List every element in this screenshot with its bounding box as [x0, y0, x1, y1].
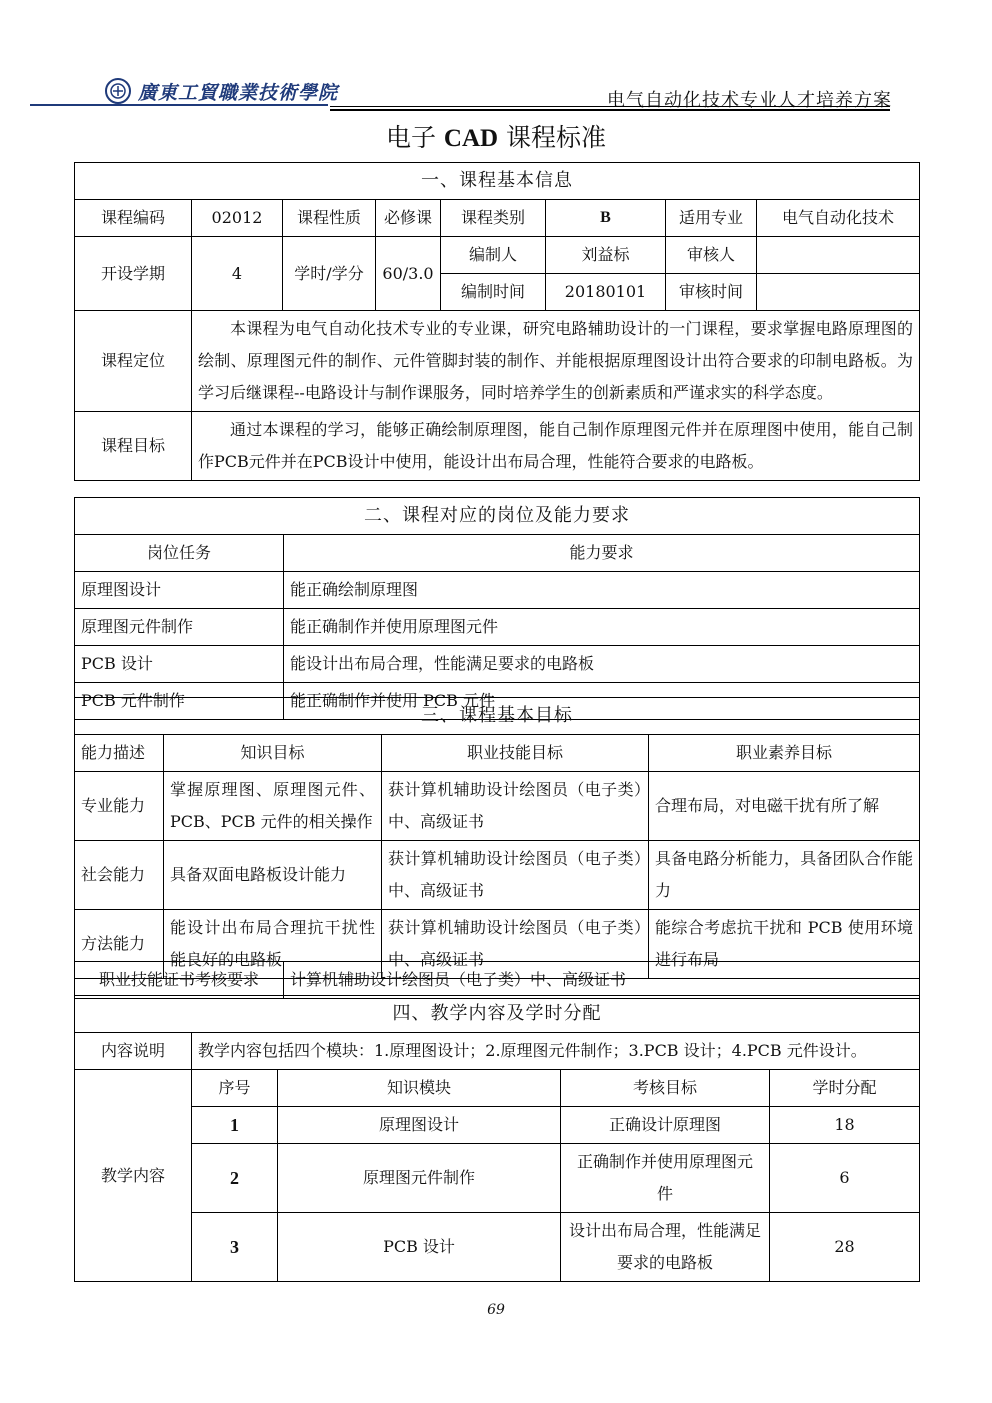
school-logo	[104, 74, 338, 108]
requirement-cell: 能正确制作并使用原理图元件	[284, 609, 920, 646]
hours-cell: 18	[770, 1107, 920, 1144]
code-label: 课程编码	[75, 200, 192, 237]
ability-cell: 方法能力	[75, 910, 164, 979]
knowledge-cell: 能设计出布局合理抗干扰性能良好的电路板	[164, 910, 382, 979]
cert-text: 计算机辅助设计绘图员（电子类）中、高级证书	[284, 962, 920, 999]
category-value: B	[546, 200, 666, 237]
task-cell: PCB 设计	[75, 646, 284, 683]
cert-label: 职业技能证书考核要求	[75, 962, 284, 999]
desc-label: 内容说明	[75, 1033, 192, 1070]
review-date-label: 审核时间	[666, 274, 757, 311]
ability-cell: 社会能力	[75, 841, 164, 910]
title-prefix: 电子	[385, 123, 436, 152]
content-label: 教学内容	[75, 1070, 192, 1282]
quality-cell: 具备电路分析能力，具备团队合作能力	[649, 841, 920, 910]
basic-info-table	[74, 162, 920, 481]
term-value: 4	[192, 237, 283, 311]
module-cell: 原理图元件制作	[278, 1144, 561, 1213]
reviewer-value	[757, 237, 920, 274]
requirement-cell: 能正确制作并使用 PCB 元件	[284, 683, 920, 720]
document-title	[0, 118, 992, 154]
col-task: 岗位任务	[75, 535, 284, 572]
header-title: 电气自动化技术专业人才培养方案	[607, 90, 892, 111]
hours-cell: 6	[770, 1144, 920, 1213]
ability-cell: 专业能力	[75, 772, 164, 841]
target-cell: 正确制作并使用原理图元件	[561, 1144, 770, 1213]
quality-cell: 能综合考虑抗干扰和 PCB 使用环境进行布局	[649, 910, 920, 979]
col-hours: 学时分配	[770, 1070, 920, 1107]
reviewer-label: 审核人	[666, 237, 757, 274]
row-no: 3	[192, 1213, 278, 1282]
date-label: 编制时间	[441, 274, 546, 311]
row-no: 1	[192, 1107, 278, 1144]
module-cell: PCB 设计	[278, 1213, 561, 1282]
goal-text: 通过本课程的学习，能够正确绘制原理图，能自己制作原理图元件并在原理图中使用，能自己制作PCB元件并在PCB设计中使用，能设计出布局合理，性能符合要求的电路板。	[192, 412, 920, 481]
position-text: 本课程为电气自动化技术专业的专业课，研究电路辅助设计的一门课程，要求掌握电路原理图的绘制、原理图元件的制作、元件管脚封装的制作、并能根据原理图设计出符合要求的印制电路板。为学习后继课程--电路设计与制作课服务，同时培养学生的创新素质和严谨求实的科学态度。	[192, 311, 920, 412]
row-no: 2	[192, 1144, 278, 1213]
col-no: 序号	[192, 1070, 278, 1107]
section1-heading: 一、课程基本信息	[75, 163, 920, 200]
skill-cell: 获计算机辅助设计绘图员（电子类）中、高级证书	[382, 910, 649, 979]
skill-cell: 获计算机辅助设计绘图员（电子类）中、高级证书	[382, 772, 649, 841]
certificate-table	[74, 961, 920, 999]
title-suffix: 课程标准	[506, 123, 607, 152]
col-module: 知识模块	[278, 1070, 561, 1107]
task-cell: PCB 元件制作	[75, 683, 284, 720]
review-date-value	[757, 274, 920, 311]
logo-text: 廣東工貿職業技術學院	[138, 81, 339, 104]
major-label: 适用专业	[666, 200, 757, 237]
author-value: 刘益标	[546, 237, 666, 274]
section3-heading: 三、课程基本目标	[75, 698, 920, 735]
requirement-cell: 能正确绘制原理图	[284, 572, 920, 609]
school-emblem-icon	[104, 77, 132, 105]
target-cell: 正确设计原理图	[561, 1107, 770, 1144]
course-goals-table	[74, 697, 920, 979]
col-quality: 职业素养目标	[649, 735, 920, 772]
header-rule	[330, 106, 890, 107]
date-value: 20180101	[546, 274, 666, 311]
section4-heading: 四、教学内容及学时分配	[75, 996, 920, 1033]
term-label: 开设学期	[75, 237, 192, 311]
module-cell: 原理图设计	[278, 1107, 561, 1144]
quality-cell: 合理布局，对电磁干扰有所了解	[649, 772, 920, 841]
col-skill: 职业技能目标	[382, 735, 649, 772]
author-label: 编制人	[441, 237, 546, 274]
col-target: 考核目标	[561, 1070, 770, 1107]
title-cad: CAD	[443, 125, 499, 152]
col-requirement: 能力要求	[284, 535, 920, 572]
section2-heading: 二、课程对应的岗位及能力要求	[75, 498, 920, 535]
page-number: 69	[487, 1302, 505, 1318]
code-value: 02012	[192, 200, 283, 237]
hours-cell: 28	[770, 1213, 920, 1282]
teaching-content-table	[74, 995, 920, 1282]
col-ability: 能力描述	[75, 735, 164, 772]
header-rule-thick	[330, 109, 890, 111]
nature-label: 课程性质	[283, 200, 376, 237]
knowledge-cell: 具备双面电路板设计能力	[164, 841, 382, 910]
nature-value: 必修课	[376, 200, 441, 237]
logo-underline	[30, 104, 328, 106]
hours-value: 60/3.0	[376, 237, 441, 311]
skill-cell: 获计算机辅助设计绘图员（电子类）中、高级证书	[382, 841, 649, 910]
position-label: 课程定位	[75, 311, 192, 412]
task-cell: 原理图元件制作	[75, 609, 284, 646]
goal-label: 课程目标	[75, 412, 192, 481]
position-requirements-table	[74, 497, 920, 720]
task-cell: 原理图设计	[75, 572, 284, 609]
knowledge-cell: 掌握原理图、原理图元件、PCB、PCB 元件的相关操作	[164, 772, 382, 841]
col-knowledge: 知识目标	[164, 735, 382, 772]
requirement-cell: 能设计出布局合理，性能满足要求的电路板	[284, 646, 920, 683]
target-cell: 设计出布局合理，性能满足要求的电路板	[561, 1213, 770, 1282]
category-label: 课程类别	[441, 200, 546, 237]
hours-label: 学时/学分	[283, 237, 376, 311]
desc-text: 教学内容包括四个模块：1.原理图设计；2.原理图元件制作；3.PCB 设计；4.PCB 元件设计。	[192, 1033, 920, 1070]
major-value: 电气自动化技术	[757, 200, 920, 237]
